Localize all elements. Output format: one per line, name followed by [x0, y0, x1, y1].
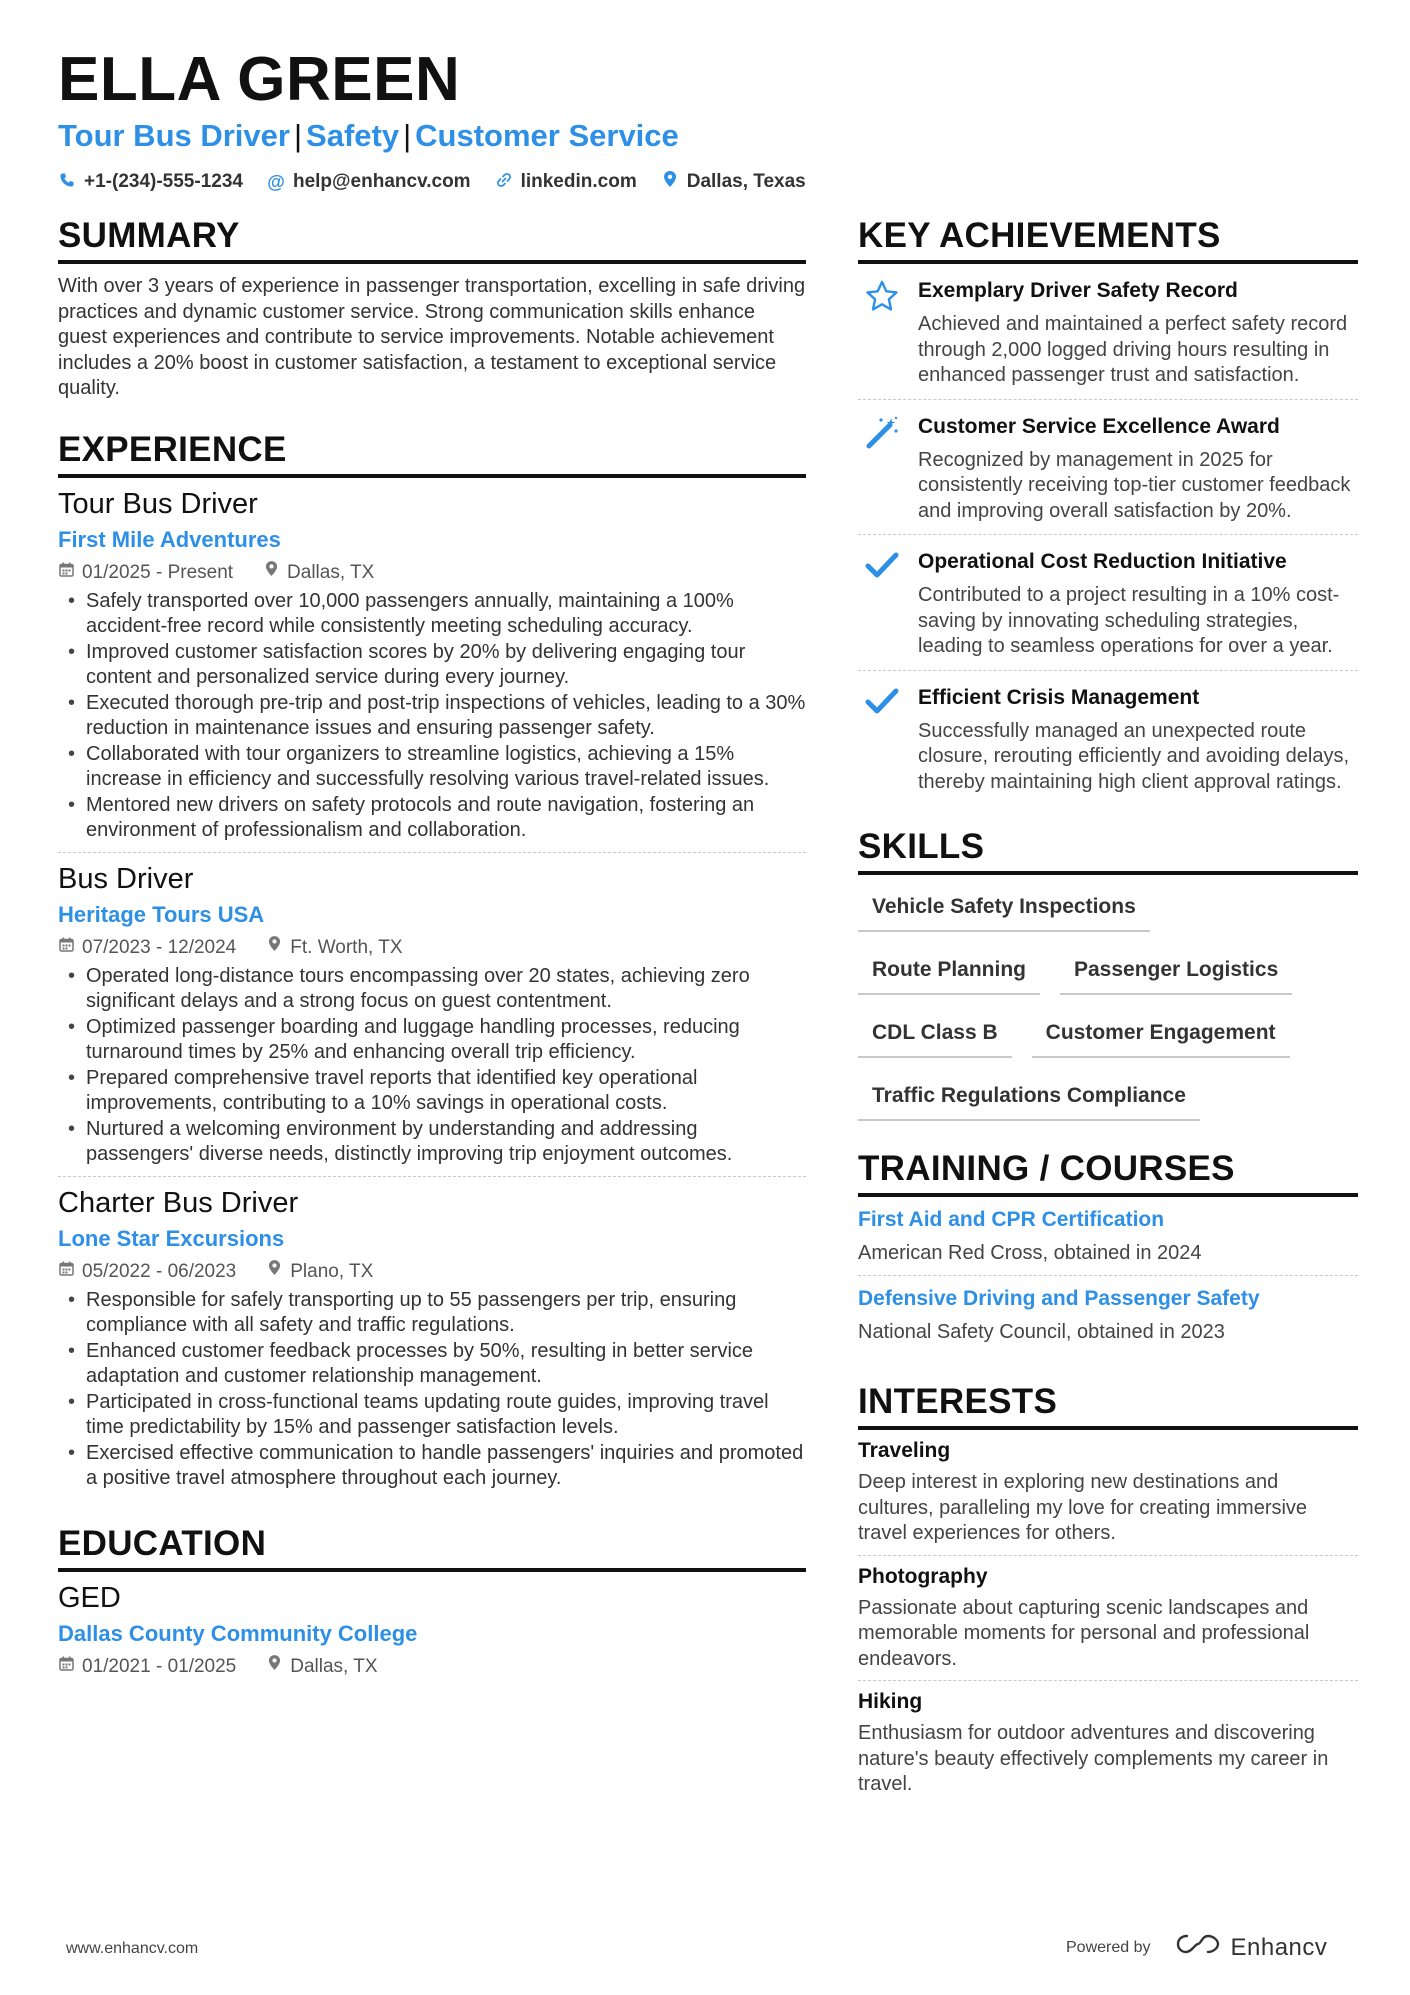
- skill-tag: Route Planning: [858, 946, 1040, 995]
- interest-desc: Enthusiasm for outdoor adventures and discovering nature's beauty effectively complements my career in travel.: [858, 1722, 1329, 1795]
- training-heading: TRAINING / COURSES: [858, 1147, 1358, 1197]
- education-meta: [58, 1653, 806, 1681]
- checkmark-icon: [858, 547, 906, 660]
- location-pin-icon: [263, 559, 279, 587]
- magic-wand-icon: [858, 412, 906, 525]
- summary-section: [58, 214, 806, 402]
- job-dates-text: 01/2025 - Present: [82, 561, 234, 583]
- education-dates: [58, 1653, 236, 1681]
- interest-item: [858, 1680, 1358, 1806]
- contact-linkedin[interactable]: [495, 168, 637, 196]
- job-bullets: [58, 1288, 806, 1492]
- skills-section: [858, 825, 1358, 1121]
- skill-tag: Traffic Regulations Compliance: [858, 1072, 1200, 1121]
- interest-desc: Passionate about capturing scenic landscapes and memorable moments for personal and professional endeavors.: [858, 1596, 1310, 1670]
- achievement-body: [918, 547, 1358, 660]
- job-dates-text: 07/2023 - 12/2024: [82, 936, 237, 958]
- achievements-section: [858, 214, 1358, 805]
- job-meta: [58, 559, 806, 587]
- achievement-body: [918, 683, 1358, 796]
- achievement-item: [858, 264, 1358, 399]
- achievement-body: [918, 276, 1358, 389]
- skill-tag: Customer Engagement: [1032, 1009, 1290, 1058]
- job-bullet: • Safely transported over 10,000 passengers annually, maintaining a 100% accident-free record while consistently meeting scheduling accuracy.: [58, 589, 806, 640]
- contact-bar: [58, 168, 806, 196]
- job-bullet: • Prepared comprehensive travel reports that identified key operational improvements, contributing to a 10% savings in operational costs.: [58, 1066, 806, 1117]
- education-heading: EDUCATION: [58, 1522, 806, 1572]
- degree: GED: [58, 1581, 121, 1614]
- education-location-text: Dallas, TX: [290, 1655, 378, 1677]
- achievement-title: Efficient Crisis Management: [918, 685, 1200, 709]
- job-bullet: • Enhanced customer feedback processes by 50%, resulting in better service adaptation and customer relationship management.: [58, 1339, 806, 1390]
- at-sign-icon: @: [267, 172, 285, 192]
- job-entry: [58, 478, 806, 852]
- interest-title: Hiking: [858, 1690, 923, 1713]
- skill-tag: CDL Class B: [858, 1009, 1012, 1058]
- job-location: [266, 934, 402, 962]
- job-company: Lone Star Excursions: [58, 1225, 285, 1251]
- contact-location: [661, 168, 806, 196]
- achievement-item: [858, 670, 1358, 806]
- linkedin-text: linkedin.com: [520, 171, 637, 192]
- achievement-item: [858, 399, 1358, 535]
- course-title: Defensive Driving and Passenger Safety: [858, 1287, 1260, 1310]
- headline-separator: |: [293, 118, 303, 153]
- skill-tag: Passenger Logistics: [1060, 946, 1292, 995]
- job-dates: [58, 1258, 236, 1286]
- candidate-name: ELLA GREEN: [58, 45, 461, 114]
- brand-name: Enhancv: [1230, 1933, 1328, 1961]
- contact-email[interactable]: [267, 168, 471, 196]
- phone-icon: [58, 168, 76, 196]
- headline-role: Tour Bus Driver: [58, 118, 290, 153]
- footer-website[interactable]: www.enhancv.com: [66, 1940, 199, 1957]
- job-company: Heritage Tours USA: [58, 901, 265, 927]
- job-bullet: • Exercised effective communication to handle passengers' inquiries and promoted a positive travel atmosphere throughout each journey.: [58, 1441, 806, 1492]
- job-bullet: • Operated long-distance tours encompassing over 20 states, achieving zero significant delays and a strong focus on guest contentment.: [58, 964, 806, 1015]
- job-bullets: [58, 589, 806, 844]
- enhancv-logo-icon: [1175, 1932, 1221, 1963]
- calendar-icon: [58, 934, 74, 962]
- email-text: help@enhancv.com: [292, 171, 471, 192]
- job-bullet: • Improved customer satisfaction scores by 20% by delivering engaging tour content and personalized service during every journey.: [58, 640, 806, 691]
- interest-item: [858, 1430, 1358, 1555]
- interest-item: [858, 1555, 1358, 1681]
- achievement-body: [918, 412, 1358, 525]
- job-bullet: • Collaborated with tour organizers to streamline logistics, achieving a 15% increase in efficiency and successfully resolving various travel-related issues.: [58, 742, 806, 793]
- location-pin-icon: [266, 1653, 282, 1681]
- right-column: [858, 214, 1358, 1806]
- job-title: Bus Driver: [58, 862, 194, 895]
- school: Dallas County Community College: [58, 1620, 418, 1646]
- brand-logo[interactable]: [1175, 1932, 1328, 1963]
- achievement-desc: Recognized by management in 2025 for consistently receiving top-tier customer feedback and improving overall satisfaction by 20%.: [918, 448, 1351, 522]
- job-dates: [58, 934, 236, 962]
- job-meta: [58, 934, 806, 962]
- training-section: [858, 1147, 1358, 1354]
- job-location-text: Ft. Worth, TX: [290, 936, 403, 958]
- headline: [58, 116, 679, 156]
- checkmark-icon: [858, 683, 906, 796]
- experience-heading: EXPERIENCE: [58, 428, 806, 478]
- education-location: [266, 1653, 377, 1681]
- job-location: [266, 1258, 373, 1286]
- achievement-desc: Successfully managed an unexpected route closure, rerouting efficiently and avoiding delays, thereby maintaining high client approval ratings.: [918, 719, 1349, 793]
- location-pin-icon: [661, 168, 679, 196]
- course-desc: National Safety Council, obtained in 2023: [858, 1321, 1225, 1343]
- calendar-icon: [58, 559, 74, 587]
- location-text: Dallas, Texas: [686, 171, 806, 192]
- course-item: [858, 1275, 1358, 1354]
- job-location: [263, 559, 374, 587]
- skills-heading: SKILLS: [858, 825, 1358, 875]
- link-icon: [495, 168, 513, 196]
- education-entry: [58, 1572, 806, 1689]
- powered-by-label: Powered by: [1066, 1938, 1151, 1956]
- achievements-heading: KEY ACHIEVEMENTS: [858, 214, 1358, 264]
- job-bullet: • Mentored new drivers on safety protocols and route navigation, fostering an environment of professionalism and collaboration.: [58, 793, 806, 844]
- summary-text: With over 3 years of experience in passenger transportation, excelling in safe driving practices and dynamic customer service. Strong communication skills enhance guest experiences and contribute to service improvements. Notable achievement includes a 20% boost in customer satisfaction, a testament to exceptional service quality.: [58, 275, 806, 399]
- achievement-desc: Achieved and maintained a perfect safety record through 2,000 logged driving hours resulting in enhanced passenger trust and satisfaction.: [918, 313, 1348, 386]
- achievement-title: Exemplary Driver Safety Record: [918, 279, 1238, 302]
- phone-text: +1-(234)-555-1234: [84, 171, 243, 192]
- left-column: [58, 214, 806, 1689]
- course-item: [858, 1197, 1358, 1275]
- skills-list: [858, 883, 1358, 1121]
- star-icon: [858, 276, 906, 389]
- interest-title: Photography: [858, 1564, 988, 1588]
- job-entry: [58, 1176, 806, 1500]
- location-pin-icon: [266, 1258, 282, 1286]
- job-bullet: • Participated in cross-functional teams updating route guides, improving travel time predictability by 15% and passenger satisfaction levels.: [58, 1390, 806, 1441]
- achievement-item: [858, 534, 1358, 670]
- calendar-icon: [58, 1653, 74, 1681]
- interest-title: Traveling: [858, 1439, 951, 1462]
- job-bullet: • Executed thorough pre-trip and post-trip inspections of vehicles, leading to a 30% reduction in maintenance issues and ensuring passenger safety.: [58, 691, 806, 742]
- course-desc: American Red Cross, obtained in 2024: [858, 1242, 1202, 1264]
- job-entry: [58, 852, 806, 1176]
- calendar-icon: [58, 1258, 74, 1286]
- experience-section: [58, 428, 806, 1500]
- headline-focus-safety: Safety: [306, 118, 400, 153]
- interests-section: [858, 1380, 1358, 1806]
- interest-desc: Deep interest in exploring new destinations and cultures, paralleling my love for creating immersive travel experiences for others.: [858, 1471, 1308, 1544]
- footer-branding: [1066, 1932, 1327, 1963]
- education-dates-text: 01/2021 - 01/2025: [82, 1655, 237, 1677]
- course-title: First Aid and CPR Certification: [858, 1208, 1165, 1231]
- contact-phone[interactable]: [58, 168, 243, 196]
- job-meta: [58, 1258, 806, 1286]
- job-bullet: • Responsible for safely transporting up to 55 passengers per trip, ensuring compliance with all safety and traffic regulations.: [58, 1288, 806, 1339]
- job-bullet: • Nurtured a welcoming environment by understanding and addressing passengers' diverse needs, distinctly improving trip enjoyment outcomes.: [58, 1117, 806, 1168]
- job-dates: [58, 559, 233, 587]
- job-dates-text: 05/2022 - 06/2023: [82, 1260, 237, 1282]
- summary-heading: SUMMARY: [58, 214, 806, 264]
- achievement-title: Customer Service Excellence Award: [918, 414, 1280, 438]
- skill-tag: Vehicle Safety Inspections: [858, 883, 1150, 932]
- achievement-title: Operational Cost Reduction Initiative: [918, 550, 1287, 573]
- achievement-desc: Contributed to a project resulting in a 10% cost-saving by innovating scheduling strategies, leading to seamless operations for over a year.: [918, 584, 1340, 657]
- job-title: Charter Bus Driver: [58, 1186, 299, 1219]
- headline-separator: |: [403, 118, 412, 153]
- job-location-text: Dallas, TX: [287, 561, 375, 583]
- job-bullets: [58, 964, 806, 1168]
- education-section: [58, 1522, 806, 1689]
- job-company: First Mile Adventures: [58, 526, 281, 552]
- job-bullet: • Optimized passenger boarding and luggage handling processes, reducing turnaround times by 25% and enhancing overall trip efficiency.: [58, 1015, 806, 1066]
- headline-focus-service: Customer Service: [415, 118, 679, 153]
- job-title: Tour Bus Driver: [58, 487, 258, 520]
- location-pin-icon: [266, 934, 282, 962]
- interests-heading: INTERESTS: [858, 1380, 1358, 1430]
- job-location-text: Plano, TX: [290, 1260, 374, 1282]
